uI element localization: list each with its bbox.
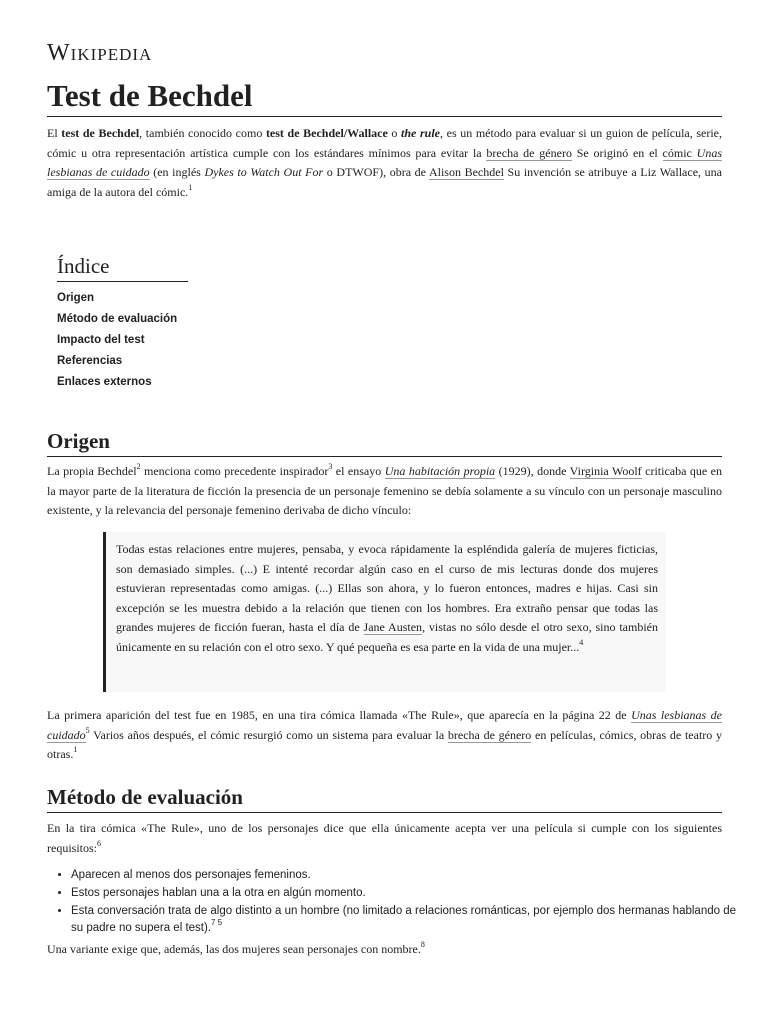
toc-item-origen[interactable]: Origen [57, 292, 95, 304]
section-heading-origen: Origen [47, 426, 722, 457]
reference-superscript[interactable]: 1 [73, 745, 78, 754]
toc-list [57, 288, 357, 393]
link-text-italic: Una habitación propia [384, 464, 496, 478]
reference-superscript[interactable]: 5 [85, 725, 90, 735]
link-brecha-de-genero[interactable]: brecha de género [486, 145, 572, 160]
origen-text: criticaba que en la mayor parte de la literatura de ficción la presencia de un personaje femenino se debía solamente a su vínculo con un personaje masculino existente, y la relevancia del personaje femenino derivaba de dicho vínculo: [47, 464, 723, 517]
toc-title: Índice [57, 252, 188, 282]
toc-item-enlaces[interactable]: Enlaces externos [57, 376, 152, 388]
origen-text: (1929), donde [495, 464, 570, 478]
toc-item-referencias[interactable]: Referencias [57, 355, 123, 367]
toc-item-impacto[interactable]: Impacto del test [57, 334, 145, 346]
reference-superscript[interactable]: 7 5 [211, 918, 223, 927]
origen-paragraph-1 [47, 462, 722, 521]
origen-text: el ensayo [332, 464, 385, 478]
reference-superscript[interactable]: 1 [188, 182, 193, 192]
intro-text: El [47, 126, 62, 140]
origen-text: en películas, cómics, obras de teatro y otras. [47, 727, 722, 761]
origen-text: La primera aparición del test fue en 1985, en una tira cómica llamada «The Rule», que aparecía en la página 22 de [47, 708, 632, 722]
intro-text: (en inglés [149, 165, 205, 179]
list-item: • Estos personajes hablan una a la otra en algún momento. [71, 885, 736, 902]
requirements-list [57, 866, 736, 938]
list-item: • Aparecen al menos dos personajes femeninos. [71, 867, 736, 884]
intro-text: Se originó en el [571, 145, 663, 160]
list-item [71, 903, 736, 937]
quote-text: , vistas no sólo desde el otro sexo, sino también únicamente en su relación con el otro sexo. Y qué pequeña es esa parte en la vida de una mujer... [116, 620, 659, 654]
origen-text: La propia Bechdel [47, 464, 137, 478]
quote-text: Todas estas relaciones entre mujeres, pensaba, y evoca rápidamente la espléndida galería de mujeres ficticias, son demasiado simples. (...) E intenté recordar algún caso en el curso de mis lecturas donde dos mujeres estuvieran representadas como amigas. (...) Ellas son ahora, y lo fueron entonces, madres e hijas. Casi sin excepción se les muestra debido a la relación que tienen con los hombres. Era extraño pensar que todas las grandes mujeres de ficción fueran, hasta el día de [116, 542, 658, 634]
page-title: Test de Bechdel [47, 76, 722, 117]
metodo-paragraph-2 [47, 940, 722, 960]
section-heading-metodo: Método de evaluación [47, 782, 722, 813]
intro-text: , es un método para evaluar si un guion de película, serie, cómic u otra representación artística cumple con los estándares mínimos para evitar la [47, 126, 722, 160]
reference-superscript[interactable]: 2 [136, 462, 141, 471]
intro-bold-term: test de Bechdel [61, 126, 140, 140]
intro-italic-title: Dykes to Watch Out For [204, 165, 324, 179]
intro-paragraph [47, 124, 722, 202]
list-item-text: Esta conversación trata de algo distinto a un hombre (no limitado a relaciones románticas, por ejemplo dos hermanas hablando de su padre no supera el test). [71, 905, 736, 934]
link-jane-austen[interactable]: Jane Austen [363, 620, 423, 634]
metodo-paragraph-1 [47, 819, 722, 858]
link-alison-bechdel[interactable]: Alison Bechdel [428, 165, 504, 179]
link-brecha-de-genero[interactable]: brecha de género [447, 727, 532, 742]
origen-paragraph-2 [47, 706, 722, 765]
toc-item-metodo[interactable]: Método de evaluación [57, 313, 178, 325]
origen-text: menciona como precedente inspirador [140, 464, 329, 478]
blockquote-woolf [103, 532, 666, 692]
intro-text: o [387, 126, 402, 140]
wikipedia-wordmark[interactable]: Wikipedia [47, 40, 153, 66]
link-una-habitacion-propia[interactable] [385, 464, 495, 479]
link-text-italic: Unas lesbianas de cuidado [47, 145, 722, 179]
intro-text: Su invención se atribuye a Liz Wallace, una amiga de la autora del cómic. [47, 165, 722, 199]
intro-bold-italic-term: the rule [401, 126, 440, 140]
intro-bold-term: test de Bechdel/Wallace [265, 126, 388, 140]
link-virginia-woolf[interactable]: Virginia Woolf [569, 464, 642, 478]
intro-text: , también conocido como [139, 126, 266, 140]
table-of-contents [57, 252, 357, 393]
metodo-text: Una variante exige que, además, las dos mujeres sean personajes con nombre. [47, 942, 421, 956]
reference-superscript[interactable]: 6 [97, 838, 101, 848]
link-text: cómic [662, 145, 697, 160]
reference-superscript[interactable]: 4 [579, 637, 584, 647]
metodo-text: En la tira cómica «The Rule», uno de los personajes dice que ella únicamente acepta ver una película si cumple con los siguientes requisitos: [47, 821, 722, 855]
link-text-italic: Unas lesbianas de cuidado [47, 708, 722, 742]
reference-superscript[interactable]: 3 [328, 462, 333, 471]
origen-text: Varios años después, el cómic resurgió como un sistema para evaluar la [89, 727, 448, 742]
intro-text: o DTWOF), obra de [323, 165, 429, 179]
reference-superscript[interactable]: 8 [420, 940, 425, 949]
